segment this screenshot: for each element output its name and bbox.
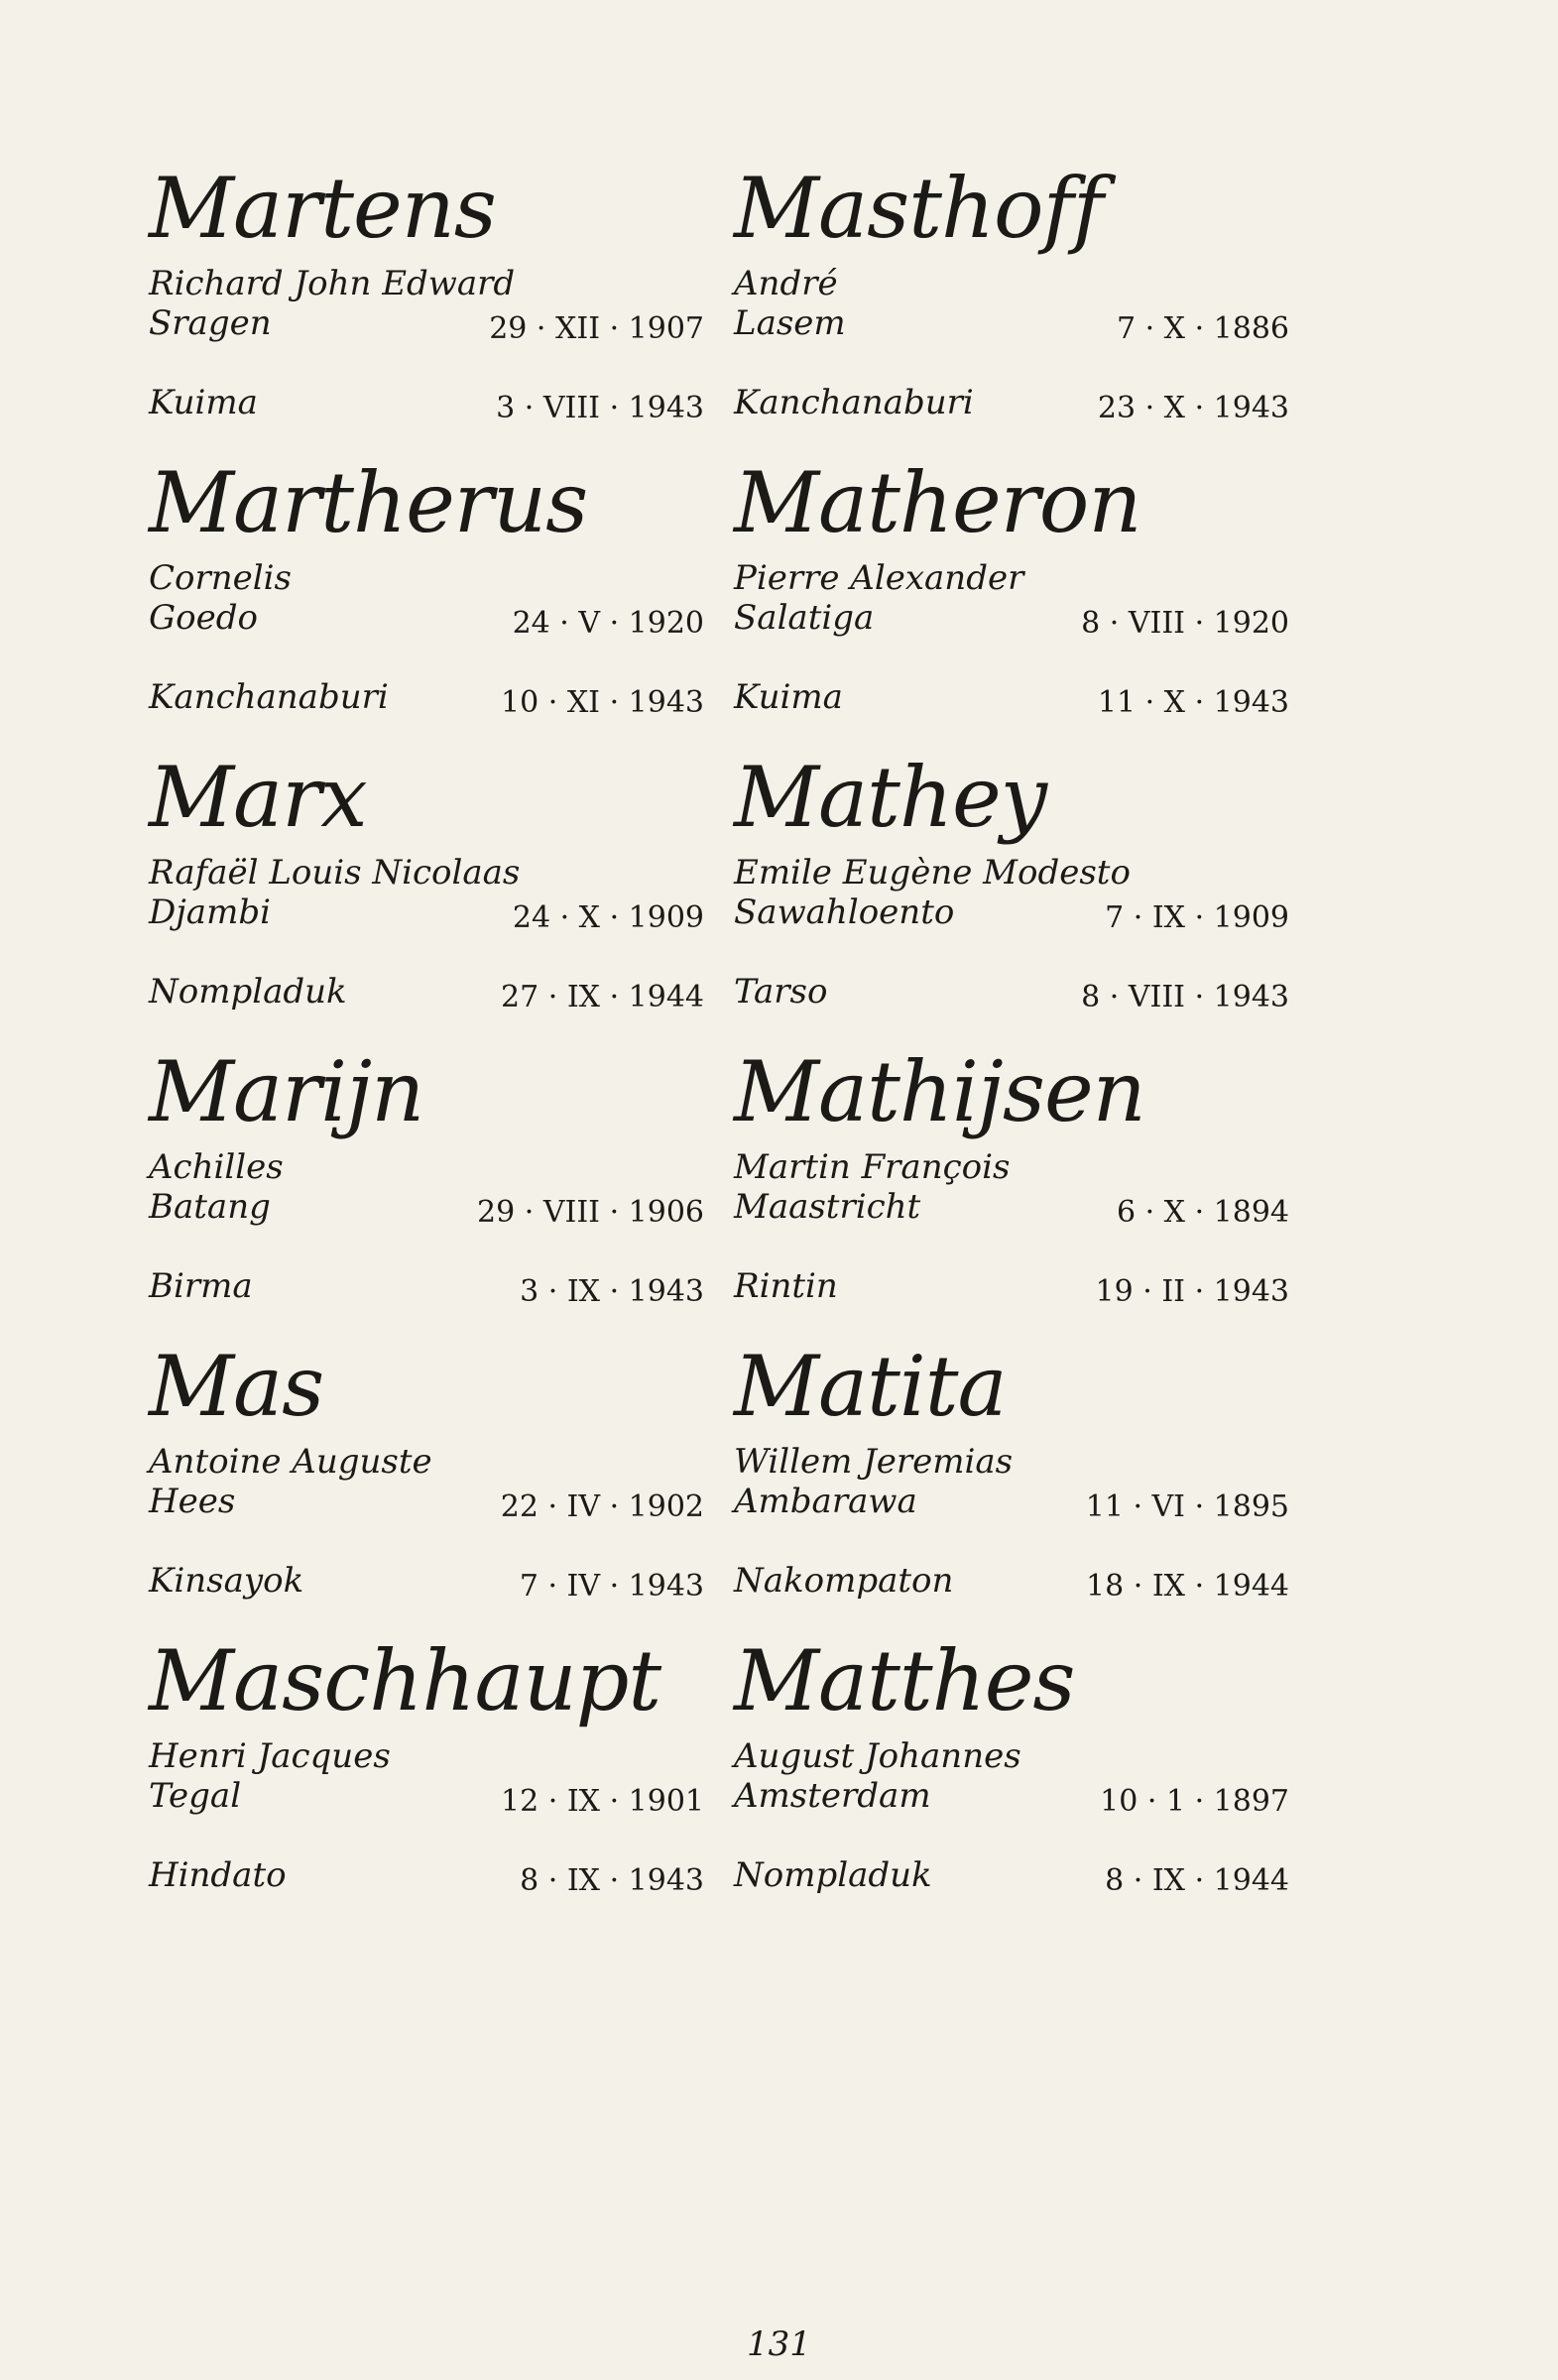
birth-date: 29 · XII · 1907 bbox=[489, 311, 704, 346]
birth-place: Ambarawa bbox=[734, 1482, 917, 1521]
death-place: Nompladuk bbox=[734, 1855, 932, 1895]
death-place: Rintin bbox=[734, 1266, 838, 1306]
birth-line bbox=[734, 598, 1289, 641]
birth-line bbox=[734, 1187, 1289, 1230]
birth-place: Sawahloento bbox=[734, 892, 955, 932]
birth-place: Salatiga bbox=[734, 598, 875, 638]
surname: Mathey bbox=[734, 749, 1047, 846]
given-names: Emile Eugène Modesto bbox=[734, 853, 1131, 892]
birth-place: Lasem bbox=[734, 303, 846, 343]
entry-marijn bbox=[149, 1042, 704, 1337]
birth-date: 10 · 1 · 1897 bbox=[1100, 1784, 1289, 1819]
surname: Mathijsen bbox=[734, 1043, 1145, 1140]
given-names: André bbox=[734, 264, 838, 303]
death-line bbox=[734, 1561, 1289, 1604]
given-names: Antoine Auguste bbox=[149, 1442, 432, 1482]
given-names: Martin François bbox=[734, 1147, 1011, 1187]
surname: Maschhaupt bbox=[149, 1632, 661, 1729]
death-place: Kuima bbox=[149, 383, 258, 422]
given-names: Achilles bbox=[149, 1147, 284, 1187]
surname: Matita bbox=[734, 1338, 1007, 1435]
death-date: 8 · VIII · 1943 bbox=[1081, 980, 1289, 1014]
surname: Matheron bbox=[734, 454, 1141, 551]
death-date: 27 · IX · 1944 bbox=[501, 980, 704, 1014]
given-names: Rafaël Louis Nicolaas bbox=[149, 853, 521, 892]
death-place: Kanchanaburi bbox=[149, 677, 389, 717]
birth-place: Batang bbox=[149, 1187, 271, 1227]
entry-mathijsen bbox=[734, 1042, 1289, 1337]
birth-date: 8 · VIII · 1920 bbox=[1081, 606, 1289, 641]
entry-masthoff bbox=[734, 159, 1289, 453]
birth-line bbox=[734, 892, 1289, 935]
birth-place: Maastricht bbox=[734, 1187, 921, 1227]
death-place: Nakompaton bbox=[734, 1561, 954, 1601]
given-names: Richard John Edward bbox=[149, 264, 516, 303]
death-line bbox=[149, 383, 704, 425]
entry-marx bbox=[149, 748, 704, 1042]
death-place: Tarso bbox=[734, 972, 828, 1012]
death-date: 8 · IX · 1944 bbox=[1105, 1863, 1289, 1898]
death-date: 11 · X · 1943 bbox=[1097, 685, 1289, 720]
death-line bbox=[734, 677, 1289, 720]
death-date: 18 · IX · 1944 bbox=[1086, 1569, 1289, 1604]
death-line bbox=[149, 1855, 704, 1898]
death-line bbox=[734, 1855, 1289, 1898]
birth-date: 29 · VIII · 1906 bbox=[477, 1195, 704, 1230]
birth-line bbox=[149, 303, 704, 346]
birth-line bbox=[734, 303, 1289, 346]
death-line bbox=[149, 1561, 704, 1604]
surname: Marx bbox=[149, 749, 367, 846]
entry-matita bbox=[734, 1337, 1289, 1631]
entry-mathey bbox=[734, 748, 1289, 1042]
right-column bbox=[734, 159, 1289, 1926]
death-line bbox=[734, 1266, 1289, 1309]
surname: Martens bbox=[149, 160, 496, 257]
entry-matthes bbox=[734, 1631, 1289, 1926]
birth-place: Amsterdam bbox=[734, 1776, 931, 1816]
given-names: Pierre Alexander bbox=[734, 558, 1024, 598]
birth-place: Goedo bbox=[149, 598, 258, 638]
death-line bbox=[149, 1266, 704, 1309]
birth-place: Hees bbox=[149, 1482, 236, 1521]
birth-line bbox=[734, 1482, 1289, 1524]
death-date: 19 · II · 1943 bbox=[1095, 1274, 1289, 1309]
birth-date: 11 · VI · 1895 bbox=[1085, 1489, 1289, 1524]
birth-place: Djambi bbox=[149, 892, 271, 932]
birth-line bbox=[149, 1776, 704, 1819]
death-date: 8 · IX · 1943 bbox=[520, 1863, 704, 1898]
death-date: 3 · IX · 1943 bbox=[520, 1274, 704, 1309]
death-place: Kinsayok bbox=[149, 1561, 304, 1601]
birth-date: 7 · X · 1886 bbox=[1116, 311, 1289, 346]
death-place: Birma bbox=[149, 1266, 253, 1306]
birth-date: 7 · IX · 1909 bbox=[1105, 900, 1289, 935]
death-line bbox=[734, 972, 1289, 1012]
death-line bbox=[149, 972, 704, 1012]
death-date: 10 · XI · 1943 bbox=[501, 685, 704, 720]
given-names: Henri Jacques bbox=[149, 1736, 391, 1776]
birth-line bbox=[149, 598, 704, 641]
death-place: Kanchanaburi bbox=[734, 383, 974, 422]
page-number: 131 bbox=[747, 2324, 811, 2364]
surname: Marijn bbox=[149, 1043, 424, 1140]
entry-maschhaupt bbox=[149, 1631, 704, 1926]
surname: Martherus bbox=[149, 454, 588, 551]
death-date: 3 · VIII · 1943 bbox=[496, 391, 704, 425]
given-names: August Johannes bbox=[734, 1736, 1021, 1776]
death-line bbox=[149, 677, 704, 720]
death-date: 23 · X · 1943 bbox=[1097, 391, 1289, 425]
death-place: Kuima bbox=[734, 677, 843, 717]
left-column bbox=[149, 159, 704, 1926]
birth-line bbox=[149, 1482, 704, 1524]
birth-place: Sragen bbox=[149, 303, 272, 343]
entry-mas bbox=[149, 1337, 704, 1631]
death-place: Hindato bbox=[149, 1855, 287, 1895]
birth-date: 12 · IX · 1901 bbox=[501, 1784, 704, 1819]
surname: Matthes bbox=[734, 1632, 1075, 1729]
entry-martens bbox=[149, 159, 704, 453]
given-names: Cornelis bbox=[149, 558, 292, 598]
birth-date: 24 · V · 1920 bbox=[512, 606, 704, 641]
given-names: Willem Jeremias bbox=[734, 1442, 1014, 1482]
birth-date: 22 · IV · 1902 bbox=[500, 1489, 704, 1524]
birth-date: 24 · X · 1909 bbox=[512, 900, 704, 935]
death-line bbox=[734, 383, 1289, 425]
birth-line bbox=[149, 1187, 704, 1230]
entry-matheron bbox=[734, 453, 1289, 748]
surname: Masthoff bbox=[734, 160, 1103, 257]
birth-line bbox=[149, 892, 704, 935]
surname: Mas bbox=[149, 1338, 324, 1435]
death-date: 7 · IV · 1943 bbox=[519, 1569, 704, 1604]
birth-line bbox=[734, 1776, 1289, 1819]
birth-place: Tegal bbox=[149, 1776, 242, 1816]
birth-date: 6 · X · 1894 bbox=[1116, 1195, 1289, 1230]
entry-martherus bbox=[149, 453, 704, 748]
death-place: Nompladuk bbox=[149, 972, 347, 1012]
